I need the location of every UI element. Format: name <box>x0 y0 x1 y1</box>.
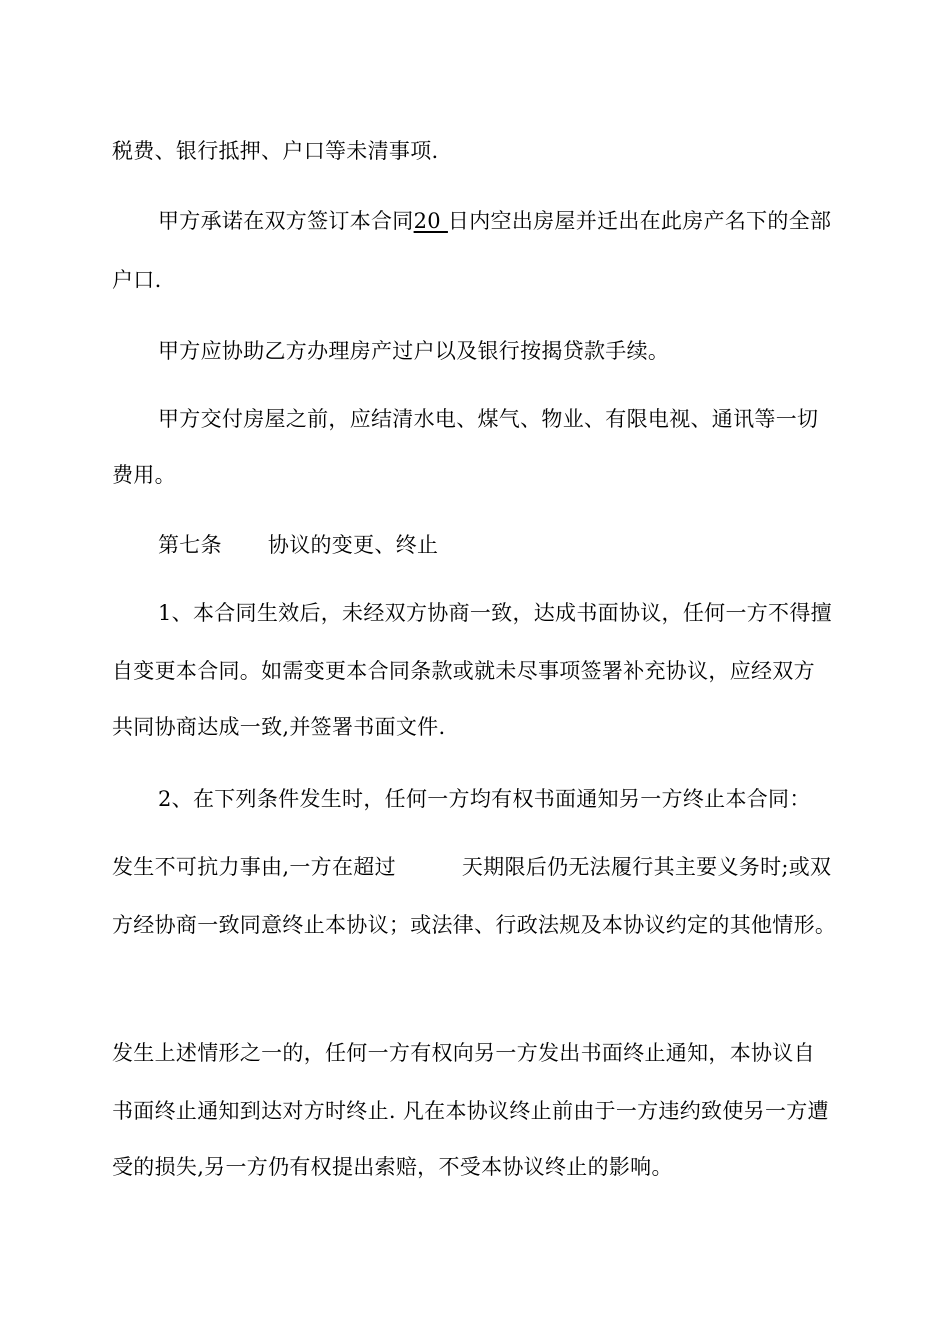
force-majeure-after: 天期限后仍无法履行其主要义务时;或双 <box>461 855 832 879</box>
force-majeure-before: 发生不可抗力事由,一方在超过 <box>112 855 396 879</box>
text-line: 自变更本合同。如需变更本合同条款或就未尽事项签署补充协议，应经双方 <box>112 659 815 683</box>
article-number: 第七条 <box>158 533 222 557</box>
vacate-days-value: 20 <box>413 209 448 233</box>
text-line: 户口. <box>112 268 162 292</box>
vacate-clause-before: 甲方承诺在双方签订本合同 <box>158 209 414 233</box>
article-title: 协议的变更、终止 <box>267 533 439 557</box>
vacate-clause-line <box>158 206 831 236</box>
text-line: 甲方应协助乙方办理房产过户以及银行按揭贷款手续。 <box>158 339 670 363</box>
text-line: 税费、银行抵押、户口等未清事项. <box>112 139 439 163</box>
text-line: 甲方交付房屋之前，应结清水电、煤气、物业、有限电视、通讯等一切 <box>158 407 819 431</box>
text-line: 2、在下列条件发生时，任何一方均有权书面通知另一方终止本合同： <box>158 787 811 811</box>
text-line: 1、本合同生效后，未经双方协商一致，达成书面协议，任何一方不得擅 <box>158 601 832 625</box>
text-line: 方经协商一致同意终止本协议；或法律、行政法规及本协议约定的其他情形。 <box>112 913 837 937</box>
text-line: 共同协商达成一致,并签署书面文件. <box>112 715 446 739</box>
force-majeure-line <box>112 852 831 882</box>
article-heading <box>158 530 438 560</box>
text-line: 受的损失,另一方仍有权提出索赔，不受本协议终止的影响。 <box>112 1155 673 1179</box>
text-line: 书面终止通知到达对方时终止. 凡在本协议终止前由于一方违约致使另一方遭 <box>112 1099 829 1123</box>
vacate-clause-after: 日内空出房屋并迁出在此房产名下的全部 <box>447 209 832 233</box>
text-line: 费用。 <box>112 463 176 487</box>
text-line: 发生上述情形之一的，任何一方有权向另一方发出书面终止通知，本协议自 <box>112 1041 815 1065</box>
